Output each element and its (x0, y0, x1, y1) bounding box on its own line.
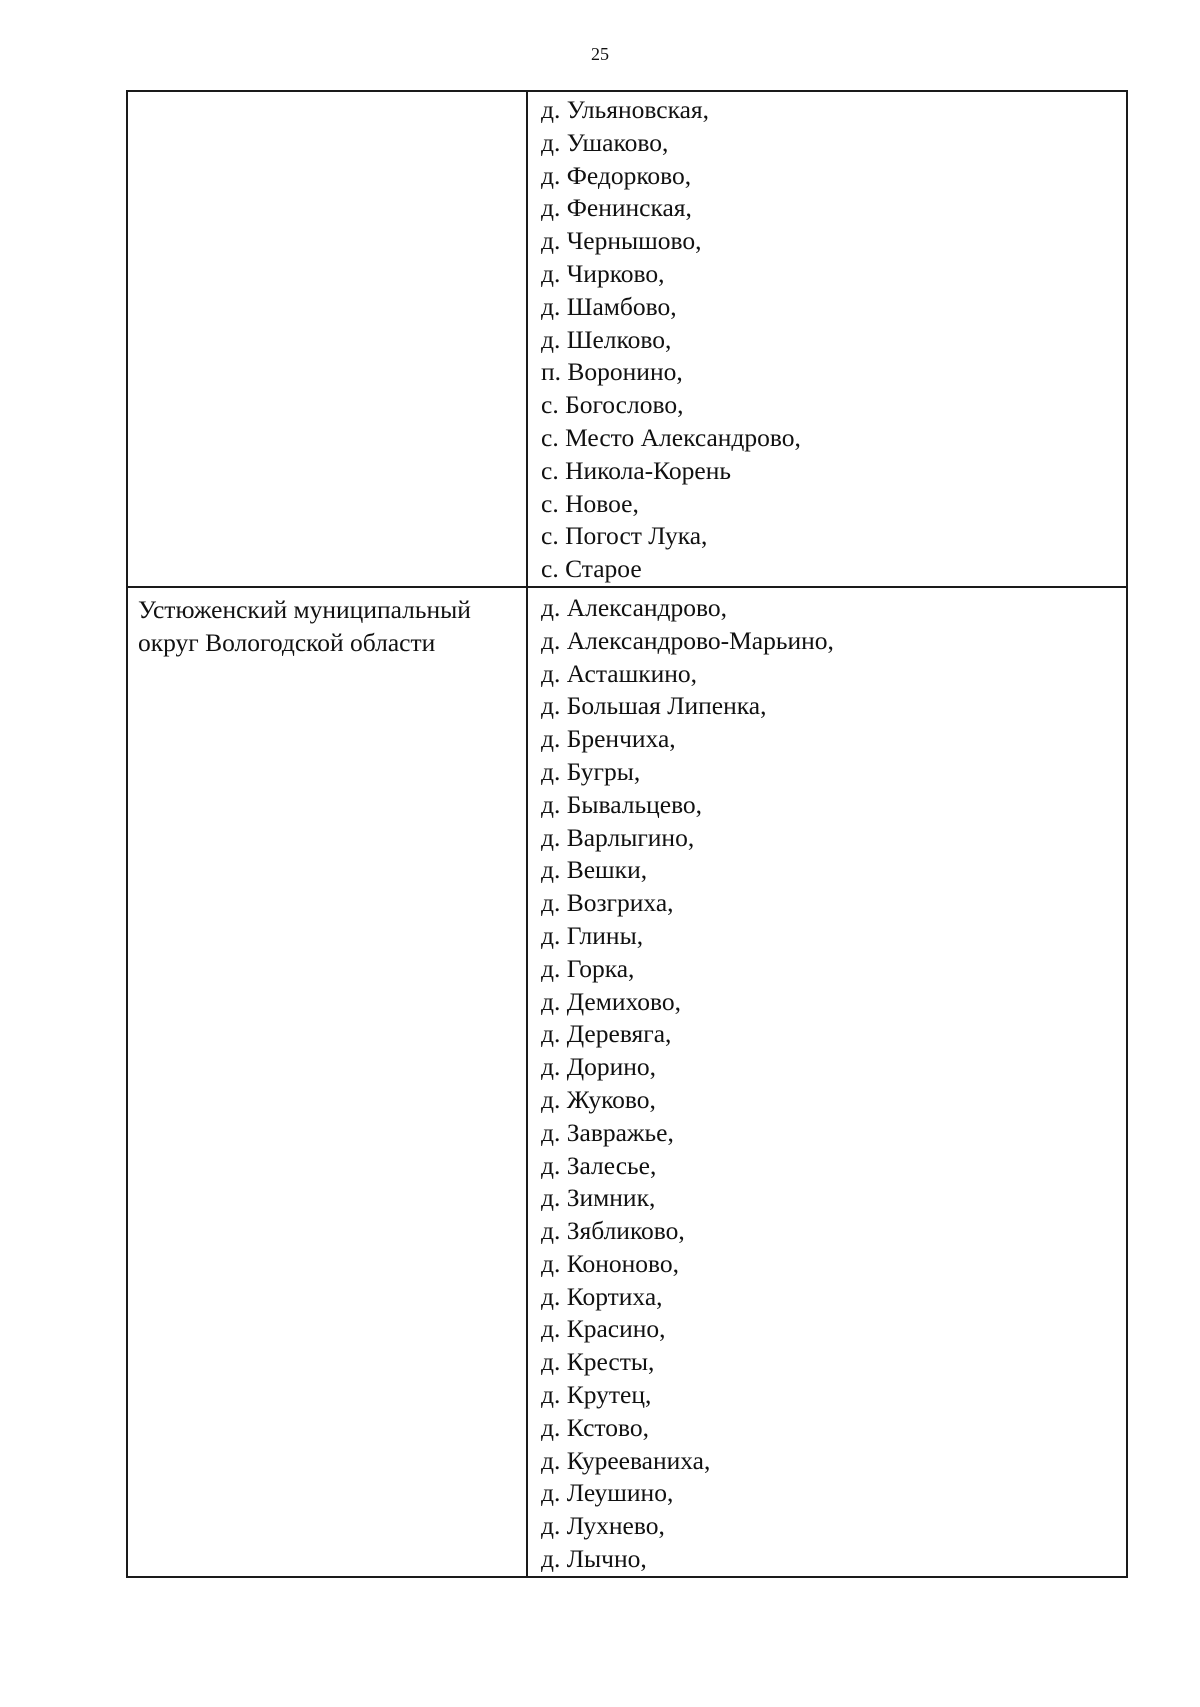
settlement-item: д. Зимник, (541, 1183, 656, 1213)
settlement-item: д. Кононово, (541, 1248, 679, 1278)
settlement-item: д. Чернышово, (541, 226, 702, 256)
settlement-item: д. Жуково, (541, 1084, 656, 1114)
settlement-list (528, 92, 1126, 586)
settlement-item: с. Никола-Корень (541, 455, 732, 485)
settlement-item: д. Бугры, (541, 756, 641, 786)
settlement-item: п. Воронино, (541, 357, 683, 387)
settlement-item: д. Кортиха, (541, 1281, 663, 1311)
settlement-item: д. Глины, (541, 920, 644, 950)
settlement-item: д. Асташкино, (541, 658, 698, 688)
settlement-item: д. Шамбово, (541, 291, 677, 321)
settlement-item: д. Залесье, (541, 1150, 657, 1180)
settlement-item: д. Деревяга, (541, 1019, 672, 1049)
district-name: Устюженский муниципальный округ Вологодской области (138, 594, 471, 657)
settlement-item: с. Погост Лука, (541, 521, 708, 551)
settlement-item: д. Возгриха, (541, 888, 674, 918)
settlement-item: д. Федорково, (541, 160, 692, 190)
table-body (127, 91, 1127, 1577)
settlement-item: д. Демихово, (541, 986, 682, 1016)
settlement-item: д. Варлыгино, (541, 822, 695, 852)
settlement-item: д. Кресты, (541, 1347, 655, 1377)
settlement-item: д. Александрово-Марьино, (541, 625, 834, 655)
settlement-item: д. Бренчиха, (541, 724, 676, 754)
settlement-item: д. Кстово, (541, 1412, 649, 1442)
settlement-item: д. Курееваниха, (541, 1445, 711, 1475)
table-row (127, 587, 1127, 1577)
settlement-item: д. Ушаково, (541, 127, 669, 157)
settlement-item: д. Александрово, (541, 592, 727, 622)
settlement-item: д. Дорино, (541, 1052, 657, 1082)
settlement-item: д. Леушино, (541, 1478, 674, 1508)
table-row (127, 91, 1127, 587)
settlement-item: д. Бывальцево, (541, 789, 703, 819)
settlement-list (528, 588, 1126, 1576)
settlement-item: д. Фенинская, (541, 193, 692, 223)
settlement-item: д. Лухнево, (541, 1511, 665, 1541)
page-number: 25 (591, 44, 609, 64)
settlement-item: д. Большая Липенка, (541, 691, 767, 721)
district-name (128, 92, 526, 98)
settlement-item: д. Красино, (541, 1314, 666, 1344)
district-cell (127, 91, 527, 587)
settlement-item: д. Ульяновская, (541, 95, 710, 124)
settlements-cell (527, 91, 1127, 587)
settlement-item: д. Завражье, (541, 1117, 674, 1147)
settlement-item: д. Горка, (541, 953, 635, 983)
settlement-item: д. Вешки, (541, 855, 648, 885)
settlement-item: с. Место Александрово, (541, 422, 801, 452)
settlement-item: д. Шелково, (541, 324, 672, 354)
district-cell (127, 587, 527, 1577)
settlement-item: с. Новое, (541, 488, 639, 518)
settlement-item: с. Богослово, (541, 390, 684, 420)
settlement-item: д. Лычно, (541, 1544, 647, 1574)
settlement-item: д. Крутец, (541, 1380, 652, 1410)
settlement-item: д. Чирково, (541, 258, 665, 288)
settlements-table (126, 90, 1128, 1578)
settlements-cell (527, 587, 1127, 1577)
settlement-item: с. Старое (541, 554, 642, 584)
settlement-item: д. Зябликово, (541, 1216, 685, 1246)
